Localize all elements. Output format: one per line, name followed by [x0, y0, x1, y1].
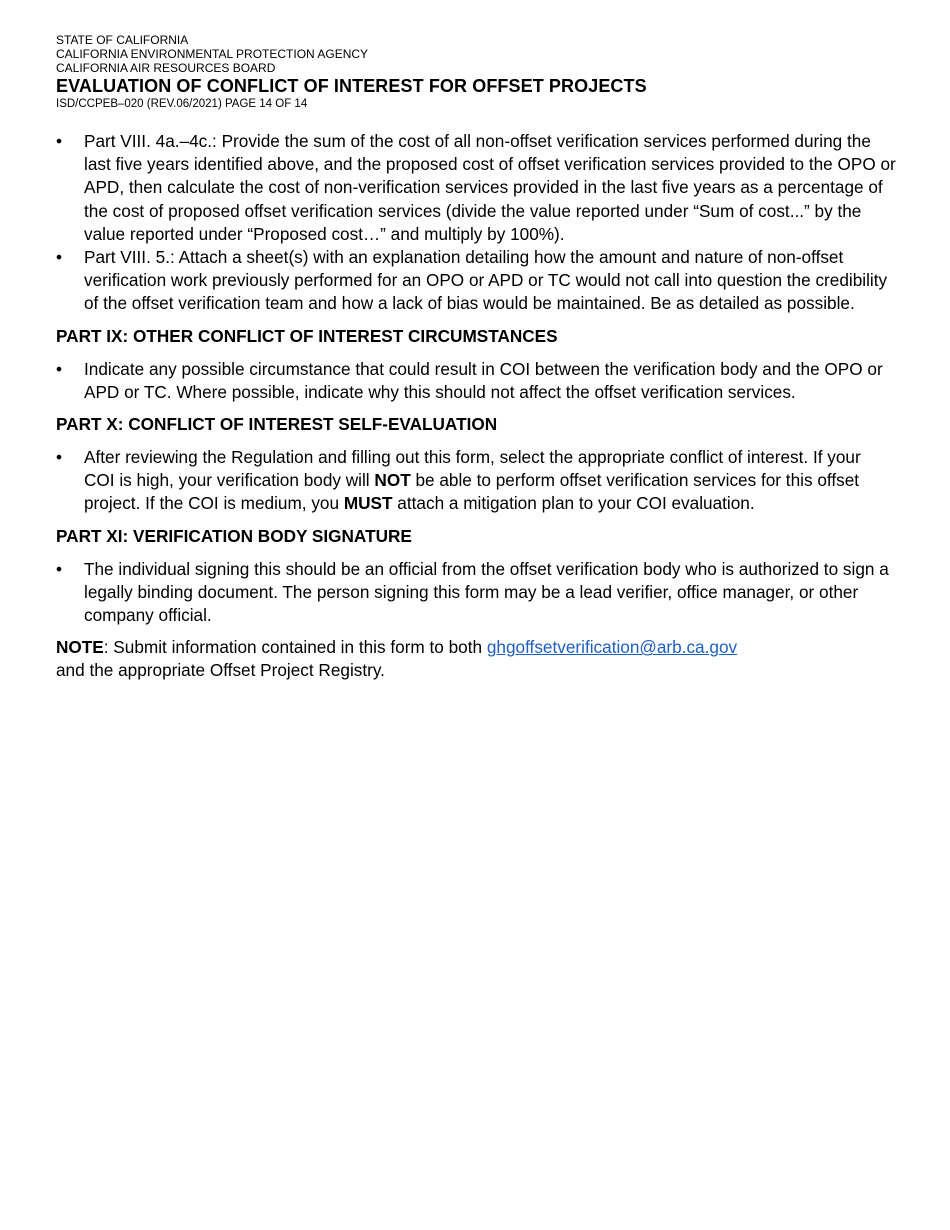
bullet-icon: •	[56, 358, 63, 379]
email-link[interactable]: ghgoffsetverification@arb.ca.gov	[486, 637, 738, 658]
part11-bullet-1: The individual signing this should be an official from the offset verification body who is authorized to sign a legally binding document. The person signing this form may be a lead verifier, office manager, or other company official.	[84, 558, 889, 626]
list-item	[56, 558, 896, 628]
note-block	[56, 636, 896, 682]
part10-list	[56, 446, 896, 516]
part11-heading: PART XI: VERIFICATION BODY SIGNATURE	[56, 525, 412, 546]
part8-list	[56, 130, 896, 316]
form-id: ISD/CCPEB–020 (REV.06/2021) PAGE 14 OF 14	[56, 98, 308, 110]
bullet-icon: •	[56, 558, 63, 579]
emphasis-must: MUST	[343, 493, 393, 514]
bullet-icon: •	[56, 247, 63, 268]
part10-text-b: be able to perform offset verification services for this offset project. If the COI is medium, you	[84, 470, 860, 514]
part9-bullet-1: Indicate any possible circumstance that could result in COI between the verification body and the OPO or APD or TC. Where possible, indicate why this should not affect the offset verification services.	[84, 358, 883, 402]
part10-heading: PART X: CONFLICT OF INTEREST SELF-EVALUATION	[56, 414, 498, 435]
part9-list	[56, 358, 896, 404]
list-item	[56, 130, 896, 246]
header-agency: CALIFORNIA ENVIRONMENTAL PROTECTION AGENCY	[56, 47, 369, 61]
header-board: CALIFORNIA AIR RESOURCES BOARD	[56, 61, 276, 75]
part9-heading: PART IX: OTHER CONFLICT OF INTEREST CIRCUMSTANCES	[56, 325, 558, 346]
list-item	[56, 246, 896, 316]
list-item	[56, 446, 896, 516]
list-item	[56, 358, 896, 404]
document-title: EVALUATION OF CONFLICT OF INTEREST FOR OFFSET PROJECTS	[56, 76, 647, 96]
note-line-1	[56, 636, 896, 659]
note-label: NOTE	[56, 637, 104, 658]
emphasis-not: NOT	[374, 470, 411, 491]
note-line-2: and the appropriate Offset Project Registry.	[56, 660, 385, 681]
document-page	[56, 33, 896, 683]
part11-list	[56, 558, 896, 628]
bullet-icon: •	[56, 131, 63, 151]
part10-text-a: After reviewing the Regulation and filling out this form, select the appropriate conflict of interest. If your COI is high, your verification body will	[84, 447, 861, 491]
header-state: STATE OF CALIFORNIA	[56, 33, 189, 47]
part10-text-c: attach a mitigation plan to your COI evaluation.	[392, 493, 755, 514]
part8-bullet-1: Part VIII. 4a.–4c.: Provide the sum of the cost of all non-offset verification services performed during the last five years identified above, and the proposed cost of offset verification services provided to the OPO or APD, then calculate the cost of non-verification services provided in the last five years as a percentage of the cost of proposed offset verification services (divide the value reported under “Sum of cost...” by the value reported under “Proposed cost…” and multiply by 100%).	[84, 131, 896, 244]
part8-bullet-2: Part VIII. 5.: Attach a sheet(s) with an explanation detailing how the amount and nature of non-offset verification work previously performed for an OPO or APD or TC would not call into question the credibility of the offset verification team and how a lack of bias would be maintained. Be as detailed as possible.	[84, 247, 888, 314]
bullet-icon: •	[56, 447, 63, 468]
note-text: : Submit information contained in this form to both	[103, 637, 487, 658]
form-header	[56, 33, 896, 111]
